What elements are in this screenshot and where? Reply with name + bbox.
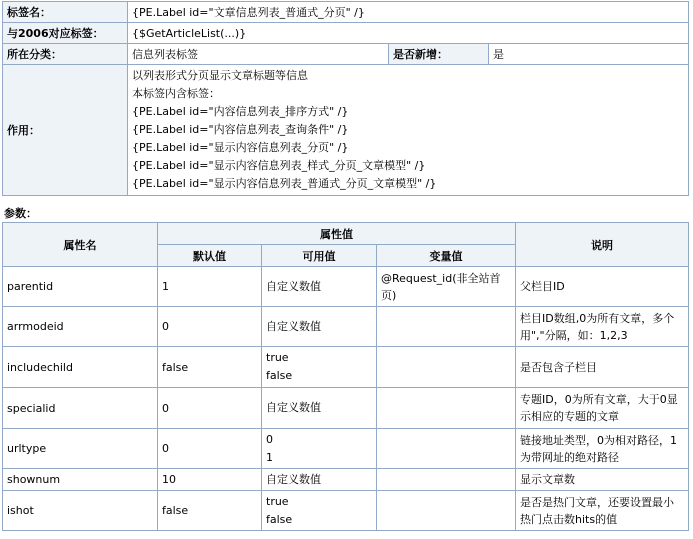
available-value: true	[266, 494, 289, 508]
param-row	[3, 469, 689, 491]
param-row	[3, 347, 689, 388]
param-row	[3, 267, 689, 307]
usage-line: {PE.Label id="显示内容信息列表_样式_分页_文章模型" /}	[132, 159, 426, 172]
param-available	[262, 388, 377, 429]
available-value: false	[266, 369, 293, 382]
param-available	[262, 429, 377, 469]
param-variable: @Request_id(非全站首页)	[377, 267, 516, 307]
param-description: 显示文章数	[516, 469, 689, 491]
param-description: 是否包含子栏目	[516, 347, 689, 388]
param-default: 0	[158, 388, 262, 429]
param-description: 链接地址类型，0为相对路径，1为带网址的绝对路径	[516, 429, 689, 469]
header-description: 说明	[516, 223, 689, 267]
param-variable	[377, 491, 516, 531]
header-available: 可用值	[262, 245, 377, 267]
params-caption: 参数：	[4, 207, 37, 220]
params-header-row	[3, 223, 689, 245]
param-default: 10	[158, 469, 262, 491]
param-variable	[377, 429, 516, 469]
usage-line: {PE.Label id="显示内容信息列表_普通式_分页_文章模型" /}	[132, 177, 437, 190]
param-row	[3, 429, 689, 469]
usage-lines	[132, 67, 684, 193]
header-attr-value: 属性值	[158, 223, 516, 245]
params-table	[2, 222, 689, 531]
param-variable	[377, 347, 516, 388]
header-default: 默认值	[158, 245, 262, 267]
param-variable	[377, 307, 516, 347]
param-row	[3, 388, 689, 429]
param-name: parentid	[3, 267, 158, 307]
info-row-tag-name	[3, 2, 689, 23]
available-value: 自定义数值	[266, 319, 321, 333]
param-description: 专题ID，0为所有文章，大于0显示相应的专题的文章	[516, 388, 689, 429]
param-default: 1	[158, 267, 262, 307]
header-variable: 变量值	[377, 245, 516, 267]
tag-name-value: {PE.Label id="文章信息列表_普通式_分页" /}	[128, 2, 689, 23]
param-available	[262, 347, 377, 388]
param-variable	[377, 469, 516, 491]
param-default: 0	[158, 307, 262, 347]
isnew-label: 是否新增：	[389, 44, 489, 65]
available-value: true	[266, 351, 289, 364]
category-label: 所在分类：	[3, 44, 128, 65]
usage-label: 作用：	[3, 65, 128, 196]
param-row	[3, 491, 689, 531]
category-value: 信息列表标签	[128, 44, 389, 65]
available-value: 1	[266, 450, 273, 464]
info-row-usage	[3, 65, 689, 196]
param-default: false	[158, 347, 262, 388]
info-row-category	[3, 44, 689, 65]
usage-line: {PE.Label id="显示内容信息列表_分页" /}	[132, 141, 349, 154]
usage-description	[128, 65, 689, 196]
tag2006-label: 与2006对应标签：	[3, 23, 128, 44]
param-available	[262, 307, 377, 347]
usage-line: {PE.Label id="内容信息列表_查询条件" /}	[132, 123, 349, 136]
param-description: 父栏目ID	[516, 267, 689, 307]
param-name: includechild	[3, 347, 158, 388]
param-available	[262, 267, 377, 307]
info-row-tag2006	[3, 23, 689, 44]
tag2006-value: {$GetArticleList(...)}	[128, 23, 689, 44]
param-name: specialid	[3, 388, 158, 429]
available-value: 自定义数值	[266, 279, 321, 293]
available-value: 0	[266, 432, 273, 446]
available-value: 自定义数值	[266, 401, 321, 414]
param-name: urltype	[3, 429, 158, 469]
header-attr-name: 属性名	[3, 223, 158, 267]
param-variable	[377, 388, 516, 429]
usage-line: 以列表形式分页显示文章标题等信息	[132, 69, 308, 82]
param-available	[262, 491, 377, 531]
tag-name-label: 标签名：	[3, 2, 128, 23]
params-body	[3, 267, 689, 531]
available-value: false	[266, 512, 293, 526]
param-description: 栏目ID数组,0为所有文章，多个用","分隔，如：1,2,3	[516, 307, 689, 347]
param-default: 0	[158, 429, 262, 469]
param-name: shownum	[3, 469, 158, 491]
param-name: ishot	[3, 491, 158, 531]
param-description: 是否是热门文章，还要设置最小热门点击数hits的值	[516, 491, 689, 531]
param-default: false	[158, 491, 262, 531]
param-available	[262, 469, 377, 491]
tag-info-table	[2, 1, 689, 196]
isnew-value: 是	[489, 44, 689, 65]
available-value: 自定义数值	[266, 472, 321, 486]
param-name: arrmodeid	[3, 307, 158, 347]
param-row	[3, 307, 689, 347]
usage-line: {PE.Label id="内容信息列表_排序方式" /}	[132, 105, 349, 118]
usage-line: 本标签内含标签：	[132, 87, 220, 100]
